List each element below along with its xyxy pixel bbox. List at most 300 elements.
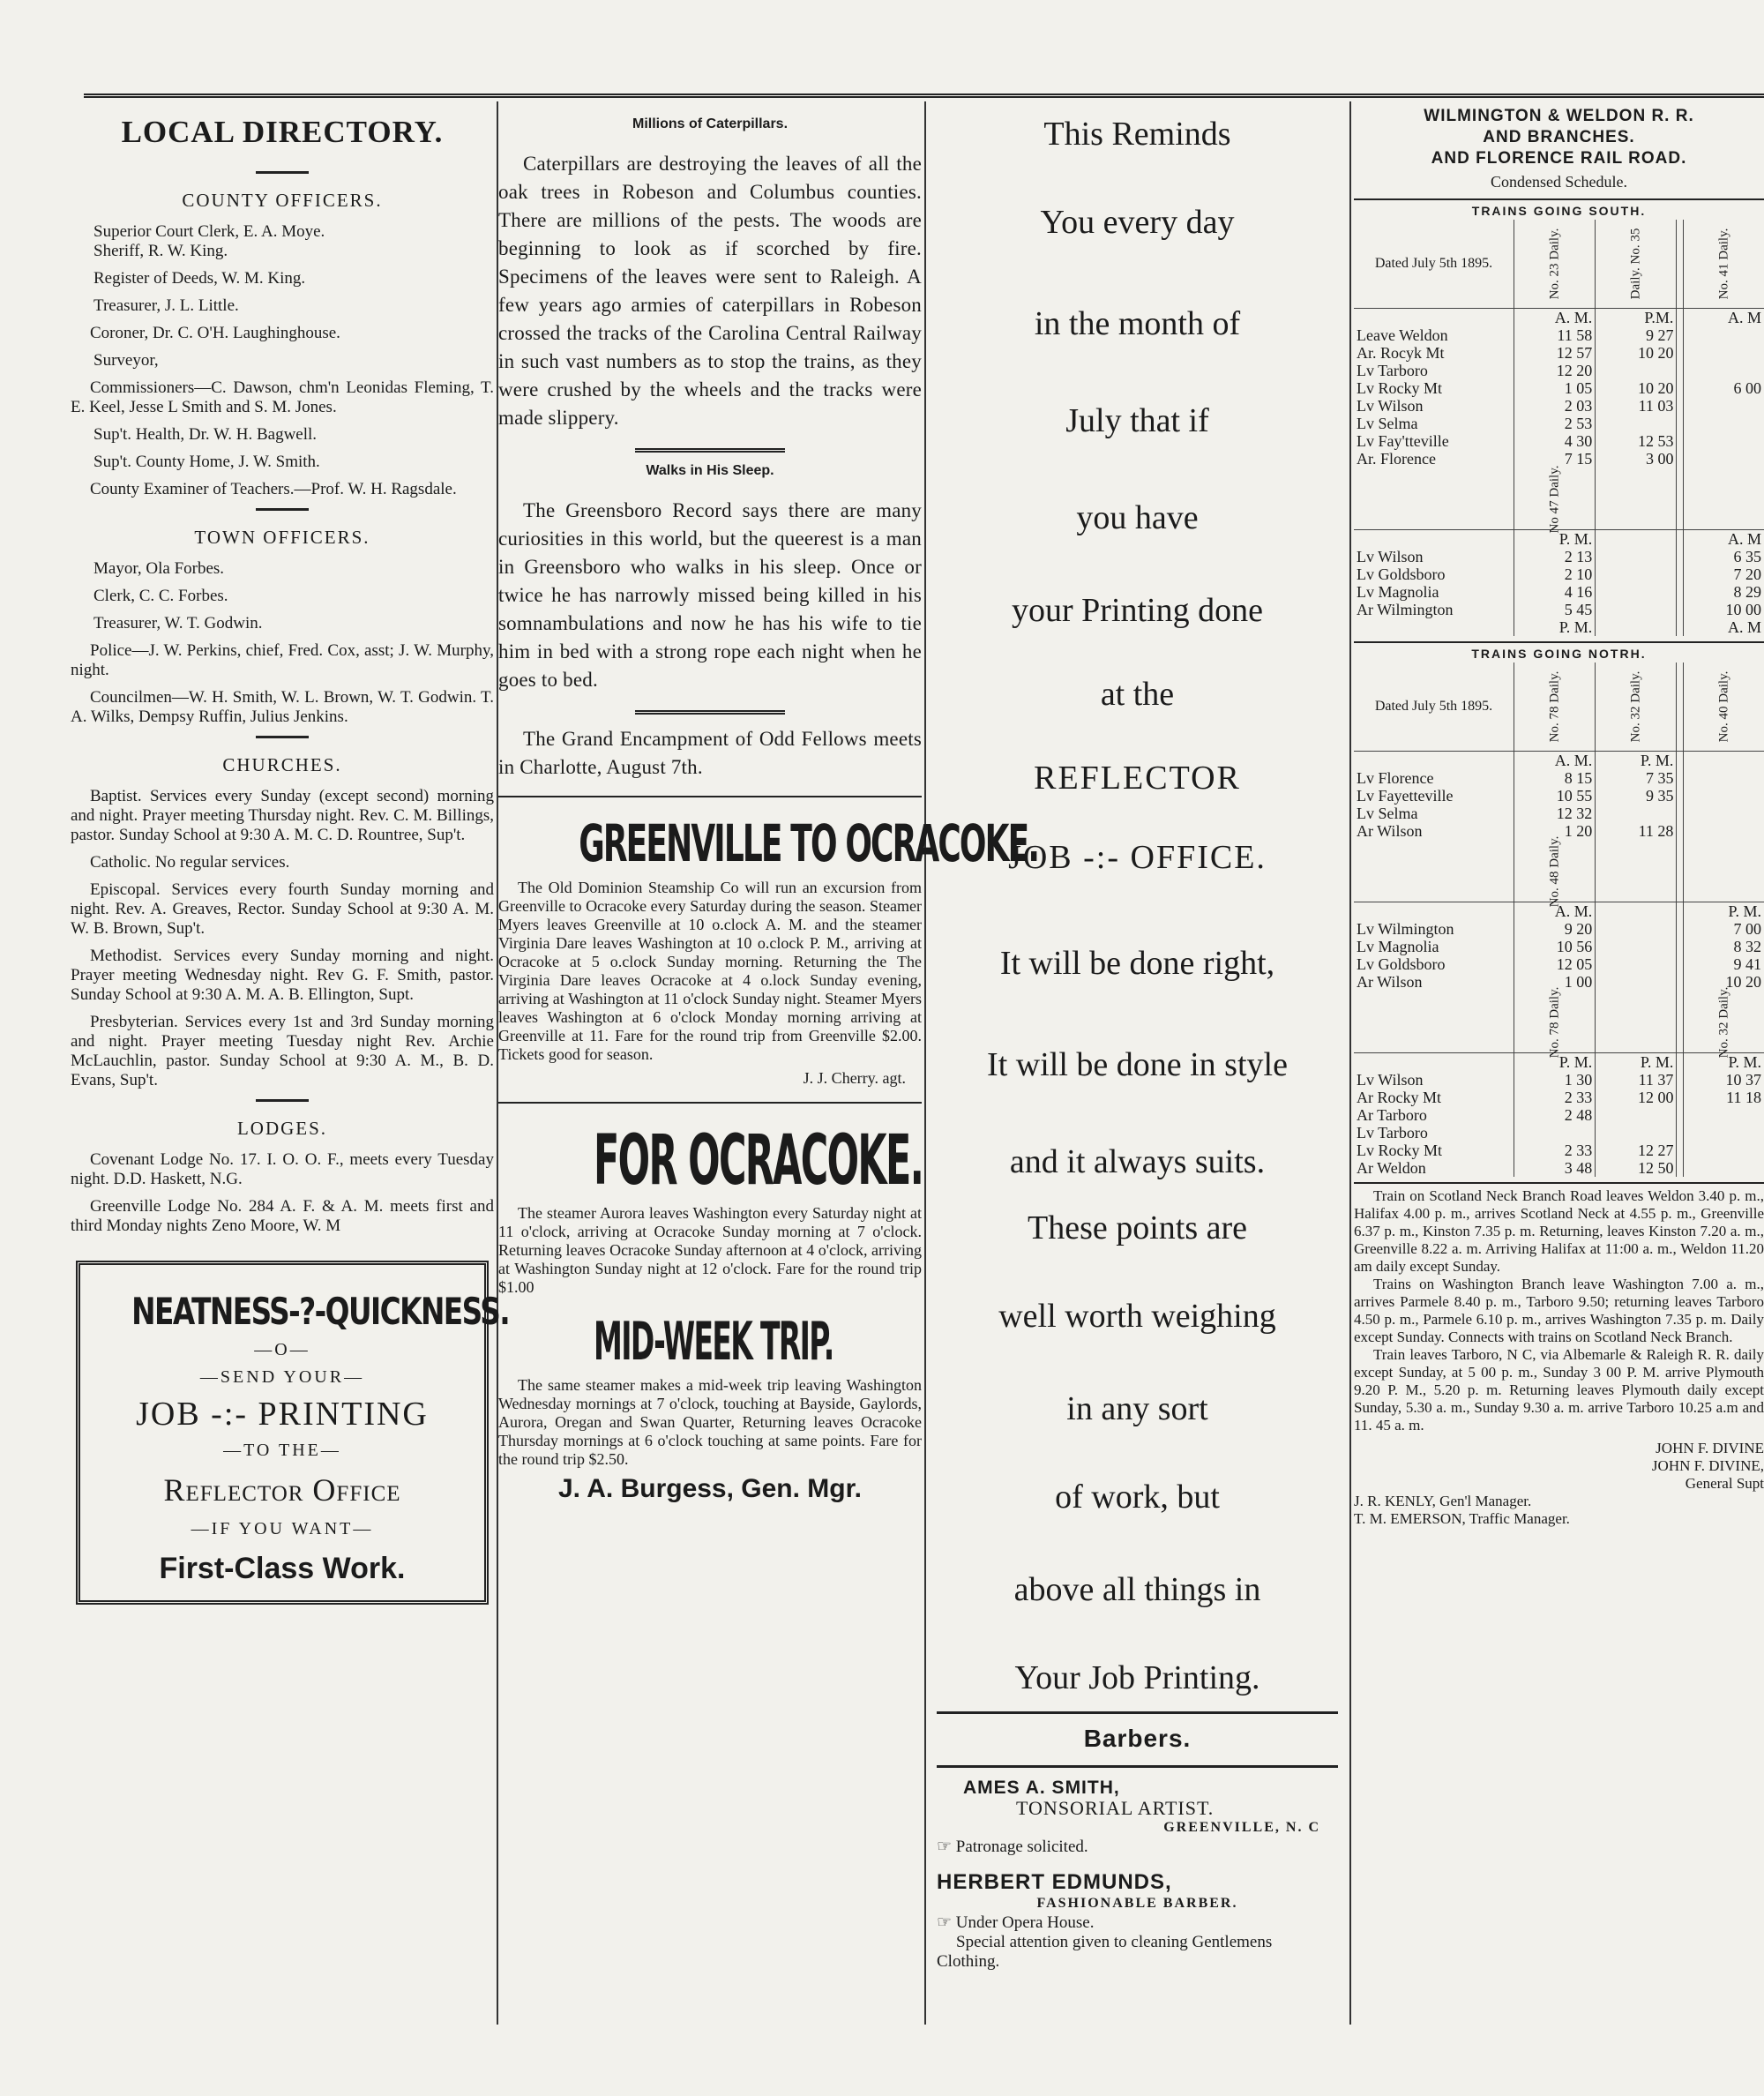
barber-name-text: AMES A. SMITH, <box>963 1778 1120 1798</box>
signature: J. R. KENLY, Gen'l Manager. <box>1354 1493 1532 1509</box>
county-entry: Coroner, Dr. C. O'H. Laughinghouse. <box>90 324 340 342</box>
time-cell <box>1677 548 1683 565</box>
ad-headline: GREENVILLE TO OCRACOKE. <box>579 813 1039 873</box>
ad-headline: MID-WEEK TRIP. <box>594 1311 833 1373</box>
table-row <box>1354 955 1764 973</box>
time-cell <box>1596 1124 1677 1142</box>
time-cell <box>1677 583 1683 601</box>
ad-body: The steamer Aurora leaves Washington every Saturday night at 11 o'clock, arriving at Ocracoke Sunday morning at 7 o'clock. Returning leaves Ocracoke Sunday afternoon at 4 o'clock, arriving at Washington Sunday night at 12 o'clock. Fare for the round trip $1.00 <box>498 1204 922 1296</box>
time-cell <box>1677 902 1683 921</box>
train-col-header <box>1514 220 1596 309</box>
time-cell <box>1596 583 1677 601</box>
train-col-label: No. 23 Daily. <box>1547 228 1562 300</box>
town-entry: Councilmen—W. H. Smith, W. L. Brown, W. T. Godwin. T. A. Wilks, Dempsy Ruffin, Julius Jenkins. <box>71 688 494 726</box>
time-cell: 2 33 <box>1514 1089 1596 1106</box>
town-entry: Clerk, C. C. Forbes. <box>93 587 228 605</box>
time-cell <box>1596 530 1677 549</box>
train-col-header <box>1596 220 1677 309</box>
railroad-title: AND FLORENCE RAIL ROAD. <box>1431 149 1687 168</box>
table-row <box>1354 326 1764 344</box>
train-col-header <box>1677 662 1683 752</box>
time-cell: 10 20 <box>1683 973 1764 991</box>
article-body: The Grand Encampment of Odd Fellows meets in Charlotte, August 7th. <box>498 728 922 778</box>
station-cell: Lv Fayetteville <box>1357 787 1454 805</box>
time-cell <box>1677 1071 1683 1089</box>
station-cell <box>1354 530 1514 549</box>
table-body <box>1354 752 1764 1178</box>
time-cell: A. M. <box>1514 309 1596 327</box>
table-subheader <box>1354 468 1764 530</box>
time-cell <box>1683 362 1764 379</box>
time-cell <box>1683 415 1764 432</box>
time-cell <box>1683 805 1764 822</box>
station-cell: Lv Rocky Mt <box>1357 379 1442 397</box>
time-cell <box>1677 805 1683 822</box>
time-cell: 8 15 <box>1514 769 1596 787</box>
time-cell: 4 16 <box>1514 583 1596 601</box>
station-cell: Ar Tarboro <box>1357 1106 1427 1124</box>
train-sub-header <box>1354 840 1514 902</box>
station-cell: Lv Fay'tteville <box>1357 432 1449 450</box>
schedule-subtitle: Condensed Schedule. <box>1491 173 1627 191</box>
reflector-ad-line: you have <box>1076 499 1199 536</box>
time-cell <box>1683 1142 1764 1159</box>
divider <box>256 1099 309 1102</box>
time-cell <box>1677 1124 1683 1142</box>
column-rule-2 <box>924 101 926 2025</box>
ad-signature: J. J. Cherry. agt. <box>803 1069 906 1087</box>
table-row <box>1354 415 1764 432</box>
station-cell: Lv Rocky Mt <box>1357 1142 1442 1159</box>
station-cell <box>1354 1053 1514 1072</box>
table-row <box>1354 938 1764 955</box>
time-cell <box>1596 548 1677 565</box>
county-entry: Superior Court Clerk, E. A. Moye. <box>93 222 325 241</box>
train-sub-header <box>1596 991 1677 1053</box>
time-cell <box>1514 1124 1596 1142</box>
time-cell <box>1683 1159 1764 1177</box>
table-row <box>1354 752 1764 770</box>
time-cell <box>1677 1053 1683 1072</box>
churches-heading: CHURCHES. <box>222 754 342 775</box>
train-sub-header <box>1514 986 1596 1059</box>
lodge-entry: Covenant Lodge No. 17. I. O. O. F., meets every Tuesday night. D.D. Haskett, N.G. <box>71 1150 494 1188</box>
train-sub-header <box>1354 991 1514 1053</box>
table-row <box>1354 548 1764 565</box>
time-cell <box>1683 326 1764 344</box>
trains-north-table <box>1354 662 1764 1177</box>
time-cell: 9 20 <box>1514 920 1596 938</box>
barber-note: Special attention given to cleaning Gentlemens Clothing. <box>937 1933 1273 1971</box>
train-col-label: No. 78 Daily. <box>1547 986 1562 1059</box>
time-cell: 10 20 <box>1596 379 1677 397</box>
time-cell: P. M. <box>1596 752 1677 770</box>
station-cell <box>1354 618 1514 636</box>
time-cell: 10 20 <box>1596 344 1677 362</box>
train-col-label: No. 40 Daily. <box>1716 670 1731 743</box>
time-cell: 2 13 <box>1514 548 1596 565</box>
station-cell <box>1354 902 1514 921</box>
train-sub-header <box>1677 840 1683 902</box>
time-cell <box>1683 344 1764 362</box>
time-cell: A. M. <box>1514 752 1596 770</box>
table-row <box>1354 379 1764 397</box>
article-body: Caterpillars are destroying the leaves of all the oak trees in Robeson and Columbus counties. There are millions of the pests. The woods are beginning to look as if scorched by fire. Specimens of the leaves were sent to Raleigh. A few years ago armies of caterpillars in Robeson crossed the tracks of the Carolina Central Railway in such vast numbers as to stop the trains, as they were crushed by the wheels and the tracks were made slippery. <box>498 153 922 429</box>
time-cell <box>1683 769 1764 787</box>
town-entry: Mayor, Ola Forbes. <box>93 559 225 578</box>
table-row <box>1354 920 1764 938</box>
signature: T. M. EMERSON, Traffic Manager. <box>1354 1510 1570 1527</box>
time-cell <box>1596 1106 1677 1124</box>
time-cell: 10 37 <box>1683 1071 1764 1089</box>
barber-title: TONSORIAL ARTIST. <box>1016 1797 1215 1819</box>
signature: General Supt <box>1685 1475 1764 1492</box>
train-col-label: Daily. No. 35 <box>1628 228 1643 300</box>
time-cell <box>1596 973 1677 991</box>
reflector-ad-line: your Printing done <box>1012 592 1263 629</box>
table-subheader <box>1354 991 1764 1053</box>
time-cell <box>1677 397 1683 415</box>
time-cell: 12 05 <box>1514 955 1596 973</box>
table-row <box>1354 769 1764 787</box>
local-directory-title: LOCAL DIRECTORY. <box>121 115 444 149</box>
time-cell: 12 57 <box>1514 344 1596 362</box>
reflector-ad-line: You every day <box>1040 204 1235 241</box>
schedule-notes <box>1354 1182 1764 1528</box>
time-cell: 11 18 <box>1683 1089 1764 1106</box>
table-row <box>1354 565 1764 583</box>
time-cell <box>1677 309 1683 327</box>
train-col-header <box>1683 220 1764 309</box>
time-cell: 2 33 <box>1514 1142 1596 1159</box>
train-col-label: No. 41 Daily. <box>1716 228 1731 300</box>
table-row <box>1354 397 1764 415</box>
station-cell: Lv Goldsboro <box>1357 955 1446 973</box>
time-cell: 12 27 <box>1596 1142 1677 1159</box>
time-cell: 10 56 <box>1514 938 1596 955</box>
table-row <box>1354 1142 1764 1159</box>
time-cell <box>1596 618 1677 636</box>
time-cell <box>1596 938 1677 955</box>
dated-header: Dated July 5th 1895. <box>1354 662 1514 752</box>
train-col-label: No 47 Daily. <box>1547 465 1562 534</box>
time-cell: 1 20 <box>1514 822 1596 840</box>
article-body: The Greensboro Record says there are many curiosities in this world, but the queerest is a man in Greensboro who walks in his sleep. Once or twice he has narrowly missed being killed in his somnambulations and now he has his wife to tie him in bed with a strong rope each night when he goes to bed. <box>498 499 922 691</box>
railroad-title: AND BRANCHES. <box>1483 128 1635 146</box>
divider <box>256 171 309 174</box>
divider <box>635 710 785 715</box>
train-sub-header <box>1683 840 1764 902</box>
lodges-heading: LODGES. <box>236 1118 328 1139</box>
table-row <box>1354 805 1764 822</box>
ad-ornament: —O— <box>254 1340 310 1359</box>
church-entry: Catholic. No regular services. <box>90 853 290 872</box>
station-cell: Lv Magnolia <box>1357 583 1439 601</box>
divider <box>498 796 922 797</box>
county-officers-heading: COUNTY OFFICERS. <box>182 190 383 211</box>
time-cell <box>1683 1124 1764 1142</box>
time-cell: 7 20 <box>1683 565 1764 583</box>
time-cell <box>1677 601 1683 618</box>
station-cell: Ar Wilson <box>1357 822 1423 840</box>
time-cell <box>1596 362 1677 379</box>
barbers-section <box>937 1711 1338 1972</box>
time-cell: P. M. <box>1683 1053 1764 1072</box>
local-directory-column <box>71 106 510 2064</box>
table-row <box>1354 362 1764 379</box>
signature: JOHN F. DIVINE <box>1656 1440 1764 1456</box>
church-entry: Episcopal. Services every fourth Sunday morning and night. Rev. A. Greaves, Rector. Sunday School at 9:30 A. M. W. B. Brown, Sup't. <box>71 880 494 938</box>
train-col-header <box>1514 662 1596 752</box>
time-cell <box>1677 787 1683 805</box>
trains-south-heading: TRAINS GOING SOUTH. <box>1354 198 1764 218</box>
time-cell <box>1683 787 1764 805</box>
time-cell: A. M <box>1683 309 1764 327</box>
town-entry: Police—J. W. Perkins, chief, Fred. Cox, asst; J. W. Murphy, night. <box>71 641 494 679</box>
train-col-header <box>1596 662 1677 752</box>
barbers-heading: Barbers. <box>1083 1725 1192 1752</box>
signature: JOHN F. DIVINE, <box>1651 1457 1764 1474</box>
station-cell: Lv Wilmington <box>1357 920 1454 938</box>
station-cell <box>1354 752 1514 770</box>
time-cell: 12 00 <box>1596 1089 1677 1106</box>
ad-headline: NEATNESS-?-QUICKNESS. <box>131 1290 510 1333</box>
train-col-label: No. 48 Daily. <box>1547 835 1562 908</box>
station-cell: Lv Florence <box>1357 769 1434 787</box>
time-cell: 1 05 <box>1514 379 1596 397</box>
church-entry: Baptist. Services every Sunday (except second) morning and night. Prayer meeting Thursday night. Rev. C. M. Billings, pastor. Sunday School at 9:30 A. M. C. D. Rountree, Sup't. <box>71 787 494 844</box>
time-cell: 5 45 <box>1514 601 1596 618</box>
time-cell: 12 50 <box>1596 1159 1677 1177</box>
time-cell <box>1683 432 1764 450</box>
time-cell <box>1677 432 1683 450</box>
ad-line: —TO THE— <box>223 1441 341 1460</box>
time-cell <box>1677 344 1683 362</box>
time-cell <box>1596 565 1677 583</box>
ad-line: First-Class Work. <box>159 1552 406 1585</box>
time-cell: 1 00 <box>1514 973 1596 991</box>
table-row <box>1354 1106 1764 1124</box>
divider <box>256 508 309 511</box>
station-cell: Lv Wilson <box>1357 1071 1424 1089</box>
train-sub-header <box>1683 468 1764 530</box>
time-cell: P. M. <box>1596 1053 1677 1072</box>
time-cell <box>1677 1106 1683 1124</box>
train-sub-header <box>1514 465 1596 534</box>
time-cell: 7 35 <box>1596 769 1677 787</box>
reflector-ad-line: Your Job Printing. <box>1014 1659 1260 1696</box>
station-cell <box>1354 309 1514 327</box>
time-cell: 4 30 <box>1514 432 1596 450</box>
station-cell: Lv Tarboro <box>1357 1124 1428 1142</box>
time-cell: 9 35 <box>1596 787 1677 805</box>
station-cell: Lv Selma <box>1357 805 1418 822</box>
ad-body: The Old Dominion Steamship Co will run an excursion from Greenville to Ocracoke every Saturday during the season. Steamer Myers leaves Greenville at 10 o.clock A. M. and the steamer Virginia Dare leaves Washington at 10 o.clock P. M., arriving at Ocracoke at 5 o.clock Sunday morning. Returning the The Virginia Dare leaves Ocracoke at 4 o.lock Sunday evening, arriving at Washington at 11 o'clock Sunday night. Steamer Myers leaves Washington at 6 o'clock Monday morning arriving at Greenville at 11. Fare for the round trip from Greenville $2.00. Tickets good for season. <box>498 879 922 1063</box>
time-cell <box>1683 450 1764 468</box>
train-col-label: No. 32 Daily. <box>1716 986 1731 1059</box>
time-cell: 2 10 <box>1514 565 1596 583</box>
reflector-ad-line: in any sort <box>1066 1390 1208 1427</box>
time-cell: 6 00 <box>1683 379 1764 397</box>
dated-header: Dated July 5th 1895. <box>1354 220 1514 309</box>
station-cell: Ar. Florence <box>1357 450 1436 468</box>
divider <box>498 1102 922 1104</box>
station-cell: Ar. Rocyk Mt <box>1357 344 1445 362</box>
railroad-schedule-column <box>1354 106 1764 2064</box>
time-cell <box>1677 362 1683 379</box>
railroad-title: WILMINGTON & WELDON R. R. <box>1424 107 1694 125</box>
time-cell: A. M <box>1683 618 1764 636</box>
table-row <box>1354 309 1764 327</box>
reflector-ad-line: It will be done right, <box>999 945 1275 982</box>
train-col-label: No. 78 Daily. <box>1547 670 1562 743</box>
time-cell <box>1677 415 1683 432</box>
time-cell: 8 29 <box>1683 583 1764 601</box>
time-cell <box>1677 1142 1683 1159</box>
table-row <box>1354 787 1764 805</box>
schedule-note: Train on Scotland Neck Branch Road leaves Weldon 3.40 p. m., Halifax 4.00 p. m., arrives Scotland Neck at 4.55 p. m., Greenville 6.37 p. m., Kinston 7.35 p. m. Returning, leaves Kinston 7.20 a. m., Greenville 8.22 a. m. Arriving Halifax at 11:00 a. m., Weldon 11.20 am daily except Sunday. <box>1354 1187 1764 1275</box>
time-cell <box>1677 326 1683 344</box>
reflector-ad-line: and it always suits. <box>1009 1143 1266 1180</box>
reflector-ad-line: REFLECTOR <box>1034 760 1241 797</box>
time-cell: 10 00 <box>1683 601 1764 618</box>
trains-south-table <box>1354 220 1764 636</box>
county-entry: Sup't. County Home, J. W. Smith. <box>93 453 320 471</box>
time-cell: 2 53 <box>1514 415 1596 432</box>
top-rule <box>84 94 1764 98</box>
time-cell: 10 55 <box>1514 787 1596 805</box>
barber-location: ☞ Under Opera House. <box>937 1913 1095 1932</box>
time-cell <box>1677 618 1683 636</box>
time-cell: 11 37 <box>1596 1071 1677 1089</box>
reflector-ad-line: at the <box>1100 676 1175 713</box>
station-cell: Ar Weldon <box>1357 1159 1426 1177</box>
reflector-ad-line: These points are <box>1027 1209 1248 1246</box>
article-heading: Millions of Caterpillars. <box>632 116 789 131</box>
time-cell <box>1677 920 1683 938</box>
table-subheader <box>1354 840 1764 902</box>
time-cell: 7 15 <box>1514 450 1596 468</box>
time-cell <box>1677 769 1683 787</box>
station-cell: Lv Tarboro <box>1357 362 1428 379</box>
train-sub-header <box>1596 468 1677 530</box>
time-cell: P.M. <box>1596 309 1677 327</box>
time-cell <box>1596 601 1677 618</box>
ad-line: JOB -:- PRINTING <box>136 1396 429 1433</box>
time-cell: 11 58 <box>1514 326 1596 344</box>
time-cell <box>1596 955 1677 973</box>
table-row <box>1354 583 1764 601</box>
town-officers-heading: TOWN OFFICERS. <box>194 527 370 548</box>
barber-place: GREENVILLE, N. C <box>1163 1820 1320 1835</box>
time-cell: 11 03 <box>1596 397 1677 415</box>
station-cell: Lv Wilson <box>1357 397 1424 415</box>
reflector-ad-line: of work, but <box>1055 1478 1220 1516</box>
station-cell: Ar Rocky Mt <box>1357 1089 1441 1106</box>
time-cell <box>1677 530 1683 549</box>
time-cell <box>1683 752 1764 770</box>
time-cell: 3 00 <box>1596 450 1677 468</box>
ad-line: —SEND YOUR— <box>199 1367 365 1387</box>
time-cell <box>1596 805 1677 822</box>
lodge-entry: Greenville Lodge No. 284 A. F. & A. M. meets first and third Monday nights Zeno Moore, W. M <box>71 1197 494 1235</box>
schedule-note: Train leaves Tarboro, N C, via Albemarle & Raleigh R. R. daily except Sunday, at 5 00 p. m., Sunday 3 00 P. M. arrive Plymouth 9.20 P. M., 5.20 p. m. Returning leaves Plymouth daily except Sunday, 5.30 a. m., Sunday 9.30 a. m. arrive Tarboro 10.25 a.m and 11. 45 a. m. <box>1354 1346 1764 1434</box>
county-entry: County Examiner of Teachers.—Prof. W. H. Ragsdale. <box>90 480 457 498</box>
time-cell: P. M. <box>1514 1053 1596 1072</box>
time-cell <box>1683 397 1764 415</box>
time-cell <box>1596 902 1677 921</box>
time-cell: P. M. <box>1514 618 1596 636</box>
column-rule-3 <box>1349 101 1351 2025</box>
time-cell: 3 48 <box>1514 1159 1596 1177</box>
train-col-label: No. 32 Daily. <box>1628 670 1643 743</box>
divider <box>256 736 309 738</box>
job-printing-ad <box>76 1261 510 1605</box>
time-cell: 9 41 <box>1683 955 1764 973</box>
county-entry: Register of Deeds, W. M. King. <box>93 269 306 288</box>
station-cell: Ar Wilmington <box>1357 601 1454 618</box>
divider <box>937 1711 1338 1714</box>
barber-name <box>963 1778 1338 1799</box>
time-cell <box>1677 955 1683 973</box>
train-sub-header <box>1677 468 1683 530</box>
time-cell <box>1677 938 1683 955</box>
reflector-ad-line: It will be done in style <box>987 1046 1288 1083</box>
divider <box>937 1765 1338 1768</box>
time-cell <box>1677 565 1683 583</box>
time-cell <box>1683 1106 1764 1124</box>
station-cell: Lv Wilson <box>1357 548 1424 565</box>
time-cell <box>1677 752 1683 770</box>
train-sub-header <box>1596 840 1677 902</box>
reflector-ad-line: This Reminds <box>1043 116 1231 153</box>
station-cell: Ar Wilson <box>1357 973 1423 991</box>
time-cell: 8 32 <box>1683 938 1764 955</box>
table-row <box>1354 344 1764 362</box>
barber-name-text: HERBERT EDMUNDS, <box>937 1870 1172 1894</box>
time-cell <box>1677 822 1683 840</box>
time-cell <box>1596 415 1677 432</box>
county-entry: Commissioners—C. Dawson, chm'n Leonidas Fleming, T. E. Keel, Jesse L Smith and S. M. Jones. <box>71 378 494 416</box>
time-cell: 12 20 <box>1514 362 1596 379</box>
reflector-ad-line: July that if <box>1065 402 1209 439</box>
time-cell <box>1683 822 1764 840</box>
ad-line: —IF YOU WANT— <box>191 1519 374 1538</box>
reflector-ad-line: well worth weighing <box>998 1298 1276 1335</box>
schedule-note: Trains on Washington Branch leave Washington 7.00 a. m., arrives Parmele 8.40 p. m., Tarboro 9.50; returning leaves Tarboro 4.50 p. m., Parmele 6.10 p. m., arrives Washington 7.35 p. m. Daily except Sunday. Connects with trains on Scotland Neck Branch. <box>1354 1276 1764 1345</box>
divider <box>635 448 785 453</box>
time-cell: P. M. <box>1683 902 1764 921</box>
reflector-ad-line: JOB -:- OFFICE. <box>1008 839 1267 876</box>
train-col-header <box>1683 662 1764 752</box>
reflector-ad-line: in the month of <box>1034 305 1241 342</box>
time-cell <box>1677 450 1683 468</box>
time-cell: 2 48 <box>1514 1106 1596 1124</box>
county-entry: Sheriff, R. W. King. <box>93 242 228 260</box>
train-sub-header <box>1354 468 1514 530</box>
church-entry: Methodist. Services every Sunday morning and night. Prayer meeting Wednesday night. Rev G. F. Smith, pastor. Sunday School at 9:30 A. M. A. B. Ellington, Supt. <box>71 947 494 1004</box>
town-entry: Treasurer, W. T. Godwin. <box>93 614 263 633</box>
time-cell: 1 30 <box>1514 1071 1596 1089</box>
table-row <box>1354 432 1764 450</box>
county-entry: Treasurer, J. L. Little. <box>93 296 239 315</box>
time-cell <box>1596 920 1677 938</box>
time-cell: 12 53 <box>1596 432 1677 450</box>
barber-title: FASHIONABLE BARBER. <box>1036 1896 1238 1911</box>
trains-north-heading: TRAINS GOING NOTRH. <box>1354 641 1764 661</box>
time-cell: 11 28 <box>1596 822 1677 840</box>
ad-signature: J. A. Burgess, Gen. Mgr. <box>558 1474 862 1503</box>
